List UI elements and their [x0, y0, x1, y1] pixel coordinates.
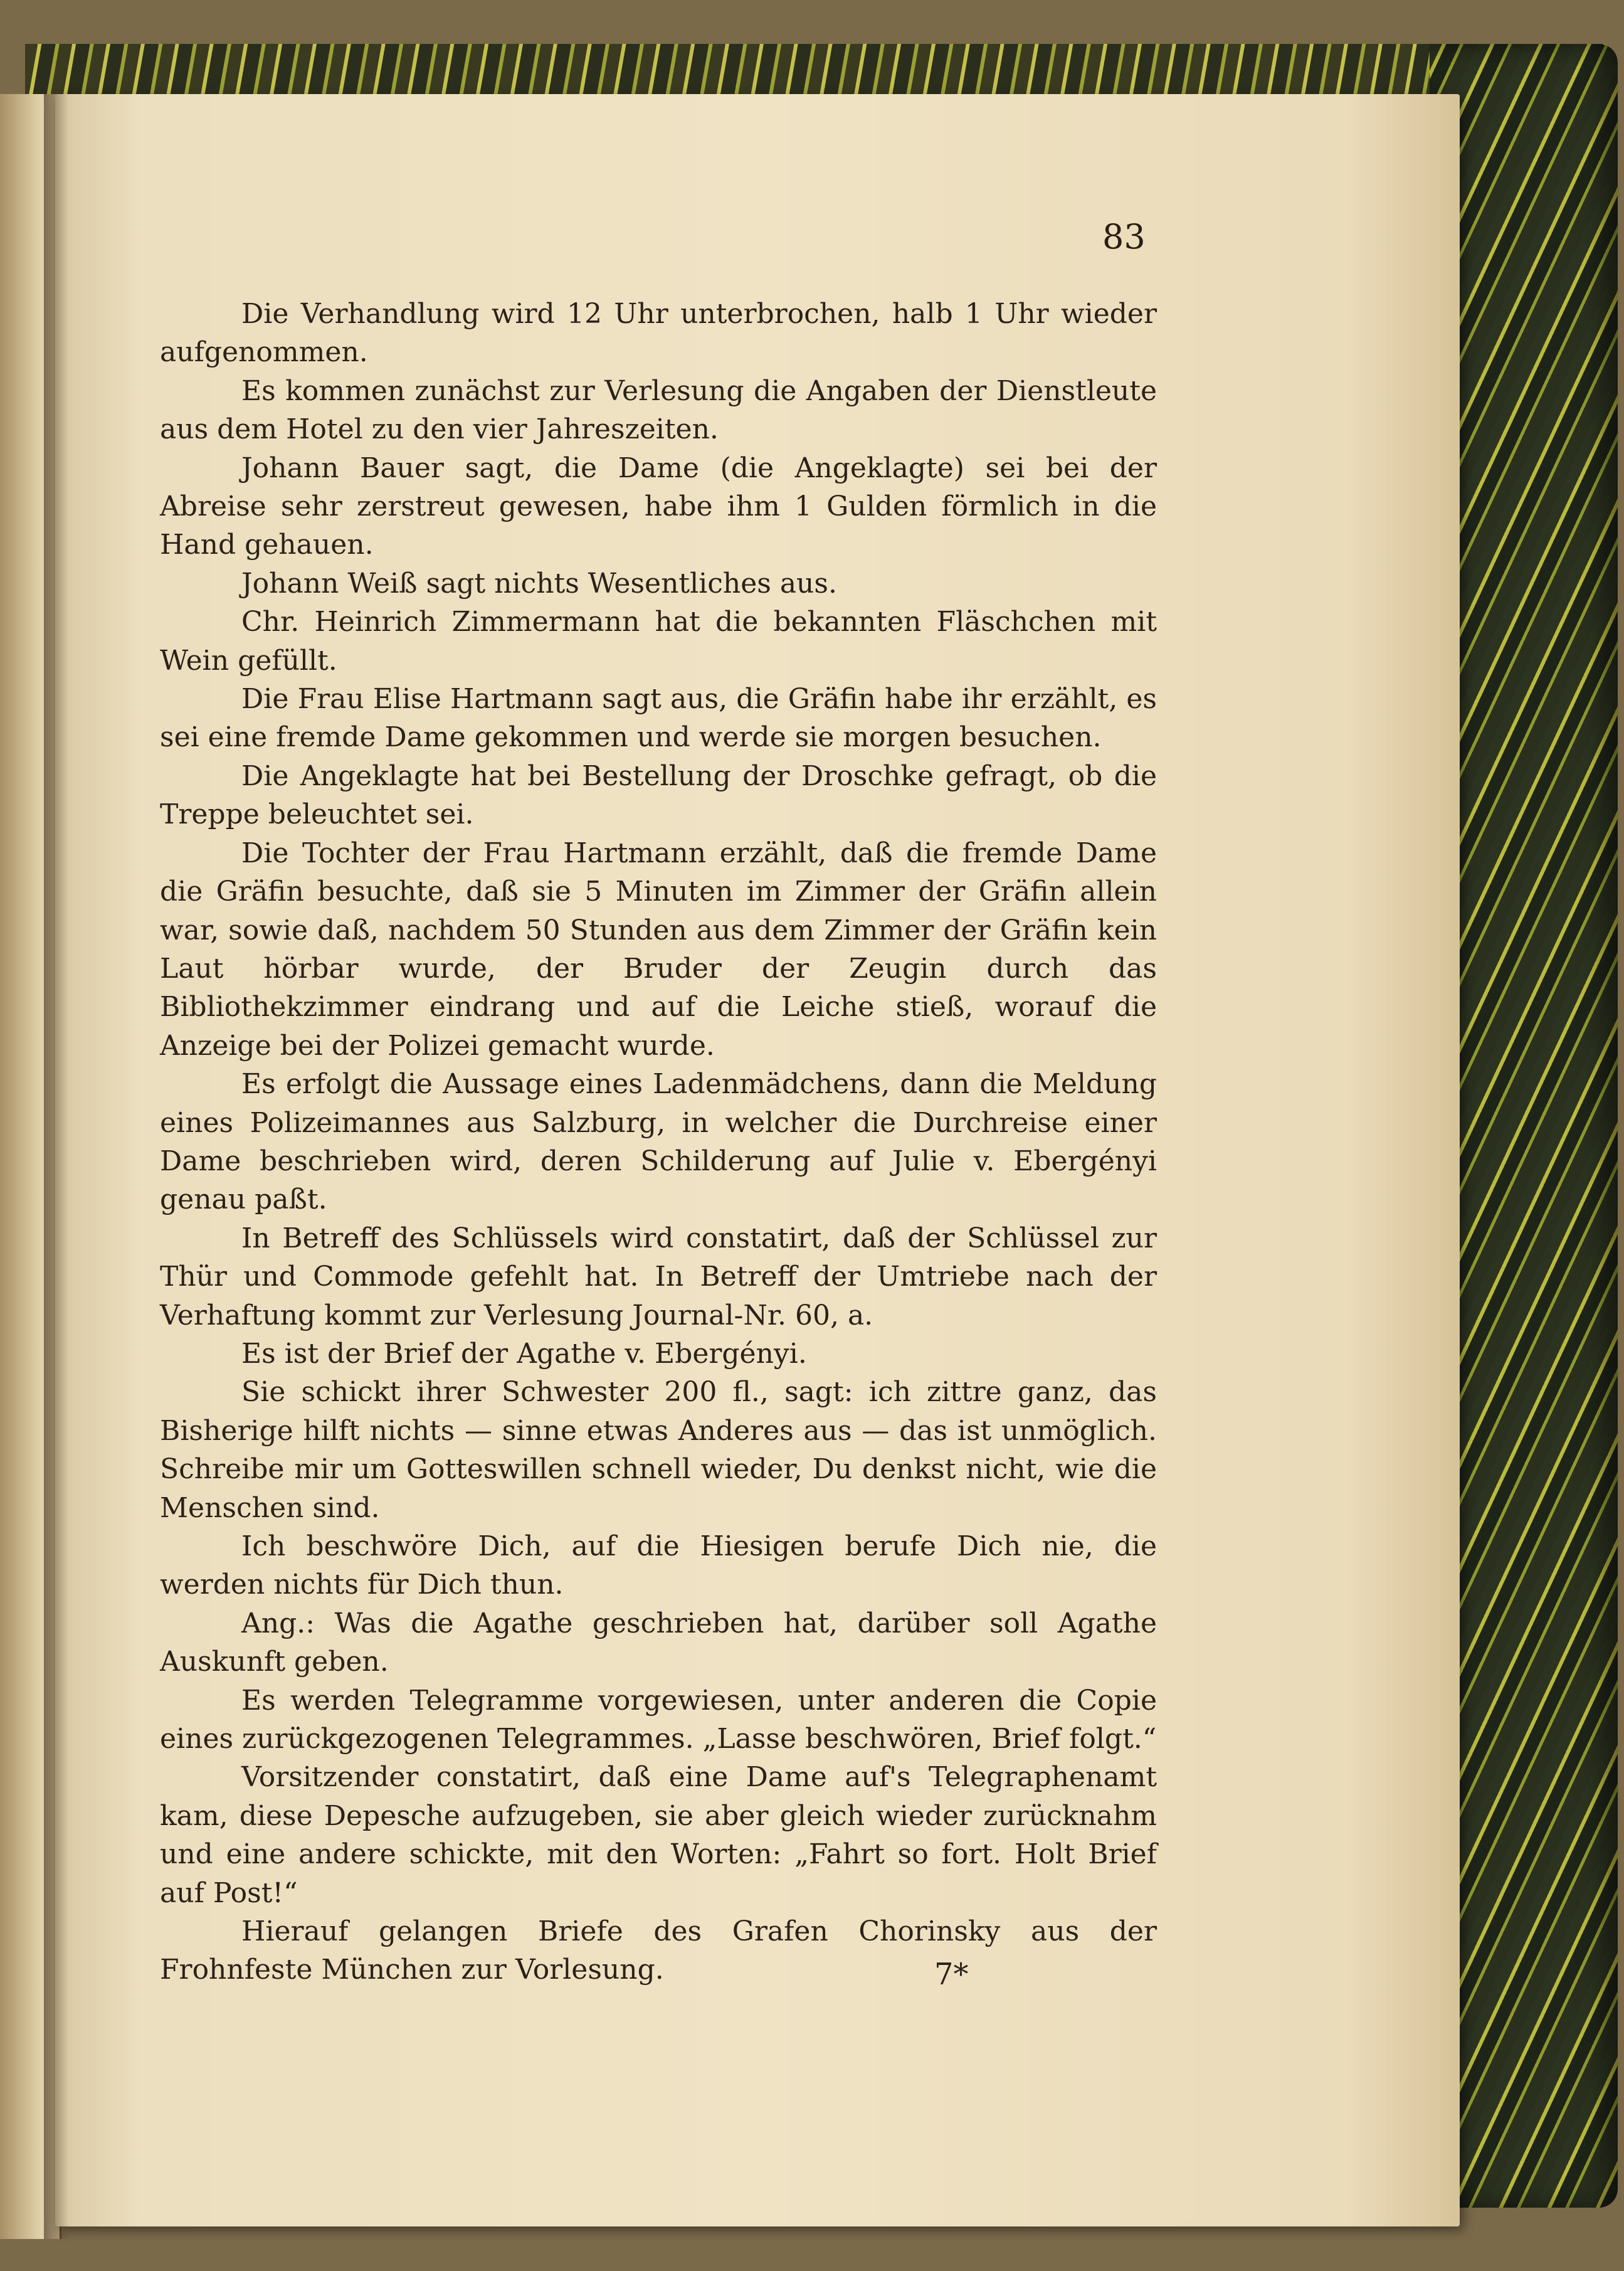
- paragraph: Johann Bauer sagt, die Dame (die Angeklagte) sei bei der Abreise sehr zerstreut gewesen, habe ihm 1 Gulden förmlich in die Hand gehauen.: [160, 452, 1157, 561]
- paragraph: Es kommen zunächst zur Verlesung die Angaben der Dienstleute aus dem Hotel zu den vier Jahreszeiten.: [160, 374, 1157, 446]
- paragraph: Es erfolgt die Aussage eines Ladenmädchens, dann die Meldung eines Polizeimannes aus Salzburg, in welcher die Durchreise einer Dame beschrieben wird, deren Schilderung auf Julie v. Ebergényi genau paßt.: [160, 1068, 1157, 1216]
- paragraph: Es ist der Brief der Agathe v. Ebergényi.: [241, 1337, 807, 1370]
- spine-shadow: [44, 94, 69, 2239]
- paragraph: Chr. Heinrich Zimmermann hat die bekannten Fläschchen mit Wein gefüllt.: [160, 606, 1157, 677]
- signature-mark: 7*: [934, 1957, 969, 1992]
- page-text: [160, 295, 1157, 1989]
- paragraph: Ich beschwöre Dich, auf die Hiesigen berufe Dich nie, die werden nichts für Dich thun.: [160, 1530, 1157, 1601]
- paragraph: Vorsitzender constatirt, daß eine Dame auf's Telegraphenamt kam, diese Depesche aufzugeben, sie aber gleich wieder zurücknahm und eine andere schickte, mit den Worten: „Fahrt so fort. Holt Brief auf Post!“: [160, 1761, 1157, 1909]
- paragraph: Johann Weiß sagt nichts Wesentliches aus.: [241, 567, 837, 600]
- paragraph: Die Tochter der Frau Hartmann erzählt, daß die fremde Dame die Gräfin besuchte, daß sie 5 Minuten im Zimmer der Gräfin allein war, sowie daß, nachdem 50 Stunden aus dem Zimmer der Gräfin kein Laut hörbar wurde, der Bruder der Zeugin durch das Bibliothekzimmer eindrang und auf die Leiche stieß, worauf die Anzeige bei der Polizei gemacht wurde.: [160, 837, 1157, 1062]
- paragraph: Die Verhandlung wird 12 Uhr unterbrochen, halb 1 Uhr wieder aufgenommen.: [160, 298, 1157, 369]
- paragraph: Es werden Telegramme vorgewiesen, unter anderen die Copie eines zurückgezogenen Telegrammes. „Lasse beschwören, Brief folgt.“: [160, 1684, 1157, 1755]
- paragraph: Ang.: Was die Agathe geschrieben hat, darüber soll Agathe Auskunft geben.: [160, 1607, 1157, 1678]
- paragraph: In Betreff des Schlüssels wird constatirt, daß der Schlüssel zur Thür und Commode gefehlt hat. In Betreff der Umtriebe nach der Verhaftung kommt zur Verlesung Journal-Nr. 60, a.: [160, 1222, 1157, 1331]
- page-number: 83: [1102, 217, 1146, 257]
- paragraph: Hierauf gelangen Briefe des Grafen Chorinsky aus der Frohnfeste München zur Vorlesung.: [160, 1915, 1157, 1986]
- paragraph: Die Frau Elise Hartmann sagt aus, die Gräfin habe ihr erzählt, es sei eine fremde Dame gekommen und werde sie morgen besuchen.: [160, 683, 1157, 754]
- paragraph: Sie schickt ihrer Schwester 200 fl., sagt: ich zittre ganz, das Bisherige hilft nichts — sinne etwas Anderes aus — das ist unmöglich. Schreibe mir um Gotteswillen schnell wieder, Du denkst nicht, wie die Menschen sind.: [160, 1376, 1157, 1524]
- paragraph: Die Angeklagte hat bei Bestellung der Droschke gefragt, ob die Treppe beleuchtet sei.: [160, 760, 1157, 831]
